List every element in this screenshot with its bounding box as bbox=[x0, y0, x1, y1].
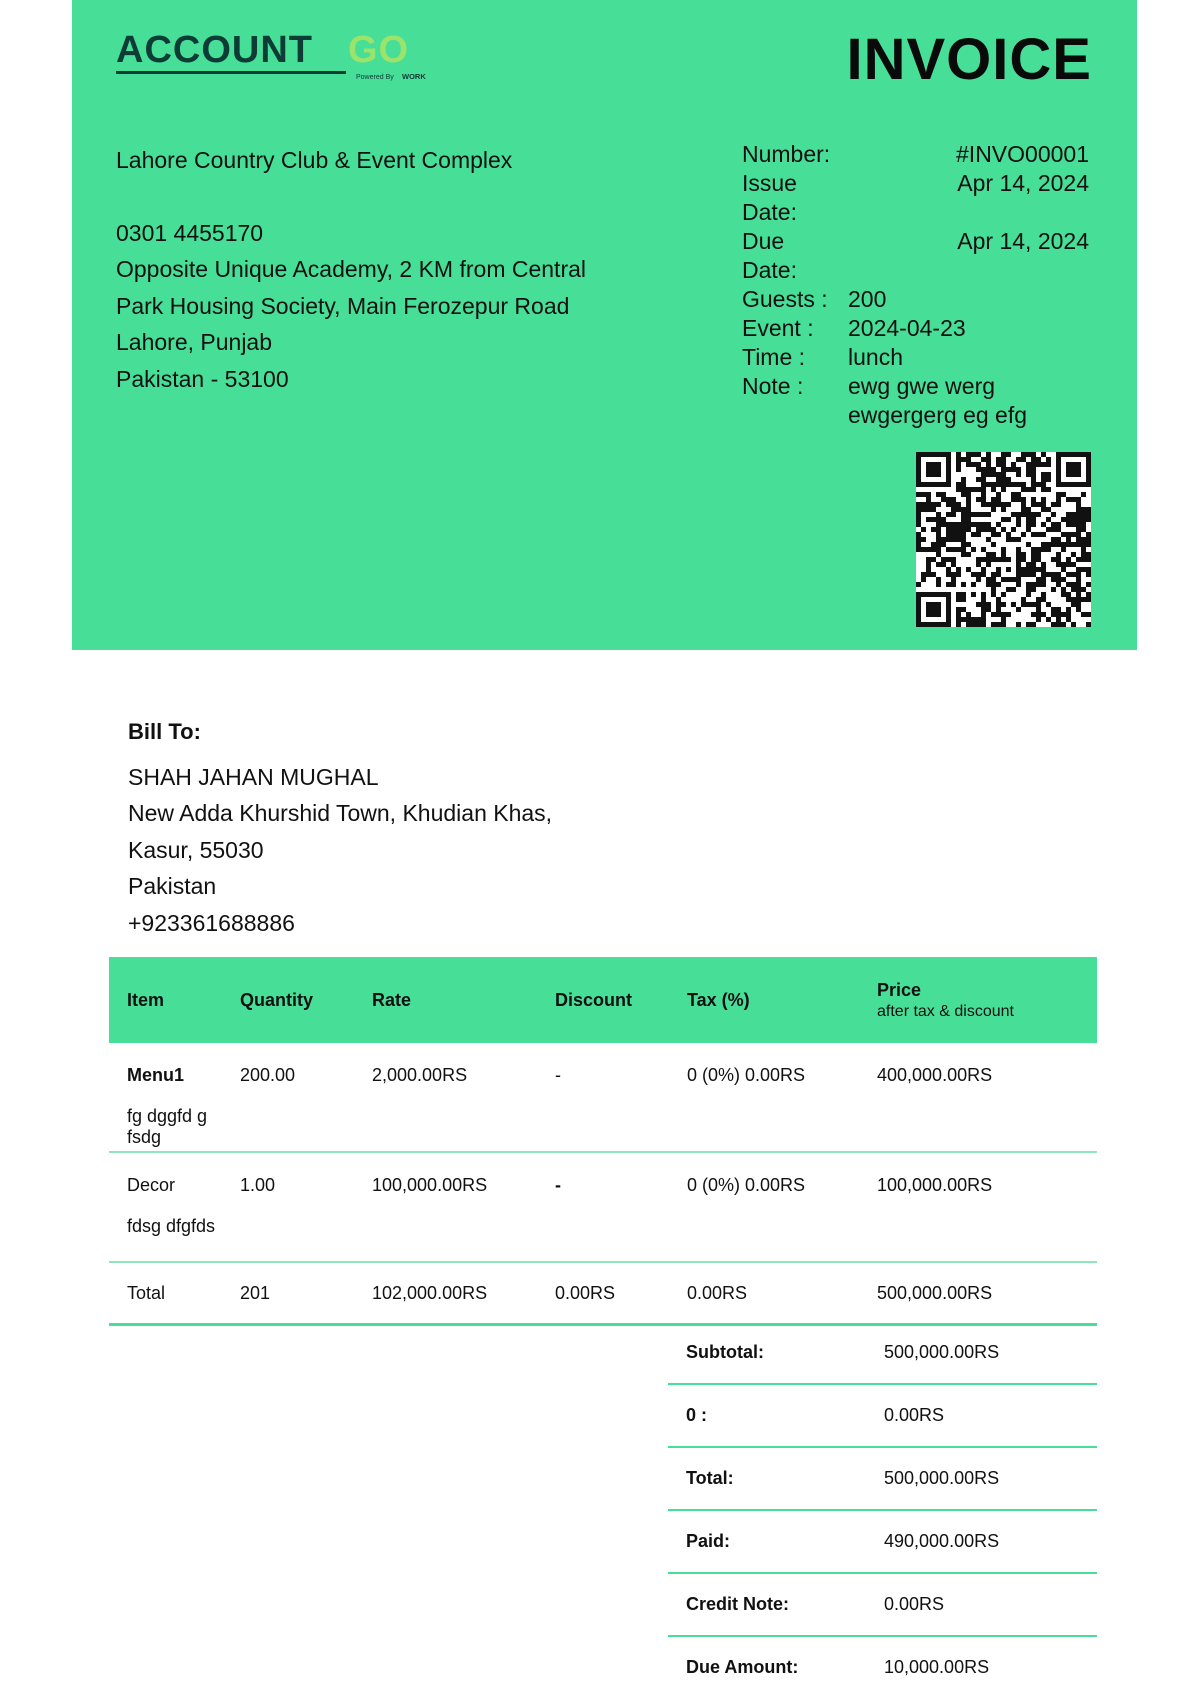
summary-label: Subtotal: bbox=[668, 1322, 883, 1384]
company-city: Lahore, Punjab bbox=[116, 329, 273, 355]
col-tax: Tax (%) bbox=[669, 957, 859, 1043]
total-discount: 0.00RS bbox=[537, 1262, 669, 1325]
company-info bbox=[116, 142, 586, 397]
row-price: 400,000.00RS bbox=[859, 1043, 1097, 1152]
summary-row-paid bbox=[668, 1510, 1097, 1573]
summary-label: Total: bbox=[668, 1447, 883, 1510]
invoice-meta bbox=[742, 140, 1089, 430]
summary-row-tax bbox=[668, 1384, 1097, 1447]
customer-address-line2: Kasur, 55030 bbox=[128, 836, 264, 863]
items-table bbox=[109, 957, 1097, 1326]
svg-text:ACCOUNT: ACCOUNT bbox=[116, 29, 313, 71]
table-row bbox=[109, 1152, 1097, 1262]
summary-value: 0.00RS bbox=[883, 1573, 1097, 1636]
summary-value: 490,000.00RS bbox=[883, 1510, 1097, 1573]
company-address-line1: Opposite Unique Academy, 2 KM from Central bbox=[116, 256, 587, 282]
meta-guests-value: 200 bbox=[848, 286, 887, 312]
company-name: Lahore Country Club & Event Complex bbox=[116, 147, 513, 173]
col-price-sublabel: after tax & discount bbox=[877, 1002, 1014, 1020]
summary-row-total bbox=[668, 1447, 1097, 1510]
summary-label: Credit Note: bbox=[668, 1573, 883, 1636]
svg-text:GO: GO bbox=[348, 29, 410, 71]
company-phone: 0301 4455170 bbox=[116, 219, 264, 246]
col-price-label: Price bbox=[877, 979, 922, 1000]
total-price: 500,000.00RS bbox=[859, 1262, 1097, 1325]
svg-text:WORK: WORK bbox=[402, 72, 426, 81]
total-quantity: 201 bbox=[222, 1262, 354, 1325]
summary-value: 500,000.00RS bbox=[883, 1447, 1097, 1510]
summary-label: 0 : bbox=[668, 1384, 883, 1447]
meta-due-date bbox=[742, 227, 1089, 285]
row-rate: 2,000.00RS bbox=[354, 1043, 537, 1152]
meta-note bbox=[742, 372, 1089, 430]
customer-phone: +923361688886 bbox=[128, 909, 295, 936]
meta-number-label: Number: bbox=[742, 141, 831, 167]
total-tax: 0.00RS bbox=[669, 1262, 859, 1325]
meta-number-value: #INVO00001 bbox=[956, 141, 1089, 167]
summary-value: 0.00RS bbox=[883, 1384, 1097, 1447]
company-country: Pakistan - 53100 bbox=[116, 365, 289, 392]
row-tax: 0 (0%) 0.00RS bbox=[669, 1152, 859, 1262]
customer-name: SHAH JAHAN MUGHAL bbox=[128, 763, 379, 790]
row-tax: 0 (0%) 0.00RS bbox=[669, 1043, 859, 1152]
summary-label: Due Amount: bbox=[686, 1657, 799, 1677]
bill-to bbox=[128, 714, 552, 941]
summary-table bbox=[668, 1322, 1097, 1698]
row-discount: - bbox=[537, 1152, 669, 1262]
col-price bbox=[859, 957, 1097, 1043]
row-price: 100,000.00RS bbox=[859, 1152, 1097, 1262]
item-description: fdsg dfgfds bbox=[127, 1216, 216, 1236]
invoice-header bbox=[72, 0, 1137, 650]
row-item bbox=[109, 1152, 222, 1262]
meta-issue-value: Apr 14, 2024 bbox=[957, 170, 1089, 196]
summary-value: 10,000.00RS bbox=[884, 1657, 990, 1677]
meta-time bbox=[742, 343, 1089, 372]
row-quantity: 200.00 bbox=[222, 1043, 354, 1152]
row-item bbox=[109, 1043, 222, 1152]
summary-row-due-amount bbox=[668, 1636, 1097, 1698]
company-logo bbox=[116, 24, 436, 84]
meta-event-label: Event : bbox=[742, 315, 814, 341]
meta-due-value: Apr 14, 2024 bbox=[957, 228, 1089, 254]
meta-due-label: Due Date: bbox=[742, 228, 797, 283]
row-rate: 100,000.00RS bbox=[354, 1152, 537, 1262]
item-name: Decor bbox=[127, 1175, 176, 1195]
meta-guests bbox=[742, 285, 1089, 314]
meta-event bbox=[742, 314, 1089, 343]
invoice-title: INVOICE bbox=[846, 27, 1092, 92]
col-quantity: Quantity bbox=[222, 957, 354, 1043]
summary-row-subtotal bbox=[668, 1322, 1097, 1384]
meta-event-value: 2024-04-23 bbox=[848, 315, 966, 341]
items-header-row bbox=[109, 957, 1097, 1043]
total-label: Total bbox=[109, 1262, 222, 1325]
qr-code bbox=[916, 452, 1091, 627]
summary-row-credit-note bbox=[668, 1573, 1097, 1636]
svg-text:Powered By: Powered By bbox=[356, 74, 394, 81]
meta-note-value: ewg gwe werg ewgergerg eg efg bbox=[848, 373, 1028, 428]
bill-to-heading: Bill To: bbox=[128, 719, 201, 744]
col-rate: Rate bbox=[354, 957, 537, 1043]
customer-address-line1: New Adda Khurshid Town, Khudian Khas, bbox=[128, 800, 553, 826]
customer-country: Pakistan bbox=[128, 873, 217, 899]
summary-label: Paid: bbox=[668, 1510, 883, 1573]
row-quantity: 1.00 bbox=[222, 1152, 354, 1262]
summary-value: 500,000.00RS bbox=[883, 1322, 1097, 1384]
meta-time-label: Time : bbox=[742, 344, 806, 370]
total-rate: 102,000.00RS bbox=[354, 1262, 537, 1325]
col-discount: Discount bbox=[537, 957, 669, 1043]
item-name: Menu1 bbox=[127, 1065, 185, 1085]
table-row bbox=[109, 1043, 1097, 1152]
item-description: fg dggfd g fsdg bbox=[127, 1106, 208, 1147]
meta-time-value: lunch bbox=[848, 344, 903, 370]
meta-guests-label: Guests : bbox=[742, 286, 828, 312]
meta-number bbox=[742, 140, 1089, 169]
row-discount: - bbox=[537, 1043, 669, 1152]
company-address-line2: Park Housing Society, Main Ferozepur Road bbox=[116, 292, 570, 319]
meta-issue-date bbox=[742, 169, 1089, 227]
meta-note-label: Note : bbox=[742, 373, 804, 399]
col-item: Item bbox=[109, 957, 222, 1043]
meta-issue-label: Issue Date: bbox=[742, 170, 797, 225]
table-total-row bbox=[109, 1262, 1097, 1325]
